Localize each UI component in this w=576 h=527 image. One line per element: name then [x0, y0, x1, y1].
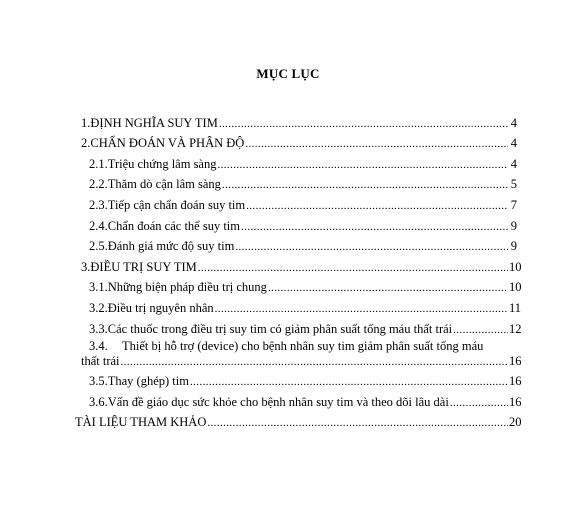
dot-leader	[219, 118, 508, 130]
toc-entry-2-3[interactable]	[81, 192, 517, 213]
entry-number: 2.	[81, 136, 91, 151]
dot-leader	[207, 417, 508, 429]
entry-number: 3.3.	[89, 321, 108, 336]
dot-leader	[235, 241, 508, 253]
entry-number: 3.	[81, 259, 91, 274]
entry-title: ĐỊNH NGHĨA SUY TIM	[90, 115, 218, 130]
toc-entry-3-3[interactable]	[81, 316, 522, 337]
toc-entry-1[interactable]	[81, 110, 517, 131]
dot-leader	[245, 138, 508, 150]
entry-page: 10	[509, 280, 522, 295]
entry-page: 12	[509, 321, 522, 336]
entry-page: 4	[510, 136, 517, 151]
entry-page: 16	[509, 394, 522, 409]
entry-number: 2.2.	[89, 177, 108, 192]
entry-title: Tiếp cận chẩn đoán suy tim	[107, 197, 246, 212]
entry-number: 2.1.	[89, 156, 108, 171]
entry-number: 3.4.	[89, 338, 108, 353]
dot-leader	[190, 376, 508, 388]
dot-leader	[198, 262, 508, 274]
entry-page: 9	[510, 218, 517, 233]
toc-entry-2-5[interactable]	[81, 234, 517, 255]
entry-page: 5	[510, 177, 517, 192]
toc-entry-2-4[interactable]	[81, 213, 517, 234]
entry-title: ĐIỀU TRỊ SUY TIM	[90, 259, 197, 274]
dot-leader	[246, 200, 508, 212]
entry-title: CHẨN ĐOÁN VÀ PHÂN ĐỘ	[90, 136, 245, 151]
entry-number: 3.1.	[89, 280, 108, 295]
entry-number: 2.5.	[89, 239, 108, 254]
entry-number: 3.5.	[89, 374, 108, 389]
entry-number: 2.4.	[89, 218, 108, 233]
dot-leader	[215, 303, 508, 315]
entry-title: Các thuốc trong điều trị suy tim có giảm phân suất tống máu thất trái	[107, 321, 453, 336]
entry-number: 2.3.	[89, 197, 108, 212]
entry-title: Vấn đề giáo dục sức khỏe cho bệnh nhân suy tim và theo dõi lâu dài	[107, 394, 449, 409]
entry-number: 1.	[81, 115, 91, 130]
entry-title: Triệu chứng lâm sàng	[107, 156, 217, 171]
entry-title: Đánh giá mức độ suy tim	[107, 239, 235, 254]
dot-leader	[450, 397, 508, 409]
dot-leader	[268, 282, 508, 294]
entry-page: 4	[510, 156, 517, 171]
toc-entry-3-4[interactable]	[81, 337, 522, 369]
entry-number: 3.6.	[89, 394, 108, 409]
toc-entry-3-6[interactable]	[81, 389, 522, 410]
toc-entry-3[interactable]	[81, 254, 522, 275]
entry-page: 16	[509, 353, 522, 368]
toc-entry-references[interactable]	[75, 410, 522, 431]
dot-leader	[217, 159, 508, 171]
entry-page: 4	[510, 115, 517, 130]
entry-title: Thăm dò cận lâm sàng	[107, 177, 221, 192]
toc-entry-2[interactable]	[81, 131, 517, 152]
entry-title: Những biện pháp điều trị chung	[107, 280, 267, 295]
entry-title: Thiết bị hỗ trợ (device) cho bệnh nhân suy tim giảm phân suất tống máu	[122, 338, 484, 353]
entry-title-continued: thất trái	[81, 353, 120, 368]
dot-leader	[241, 221, 508, 233]
entry-page: 10	[509, 259, 522, 274]
entry-title: Chẩn đoán các thể suy tim	[107, 218, 241, 233]
toc-entry-3-5[interactable]	[81, 369, 522, 390]
toc-entry-3-2[interactable]	[81, 295, 522, 316]
toc-entry-2-1[interactable]	[81, 151, 517, 172]
table-of-contents	[75, 110, 522, 430]
entry-page: 16	[509, 374, 522, 389]
dot-leader	[222, 179, 508, 191]
toc-title: MỤC LỤC	[256, 66, 320, 81]
toc-entry-3-1[interactable]	[81, 275, 522, 296]
toc-entry-2-2[interactable]	[81, 172, 517, 193]
dot-leader	[121, 356, 508, 368]
entry-page: 9	[510, 239, 517, 254]
entry-number: 3.2.	[89, 300, 108, 315]
entry-page: 11	[509, 300, 522, 315]
entry-page: 7	[510, 197, 517, 212]
entry-title: Thay (ghép) tim	[107, 374, 189, 389]
entry-page: 20	[509, 415, 522, 430]
dot-leader	[453, 324, 508, 336]
entry-title: Điều trị nguyên nhân	[107, 300, 214, 315]
entry-title: TÀI LIỆU THAM KHẢO	[75, 415, 207, 430]
